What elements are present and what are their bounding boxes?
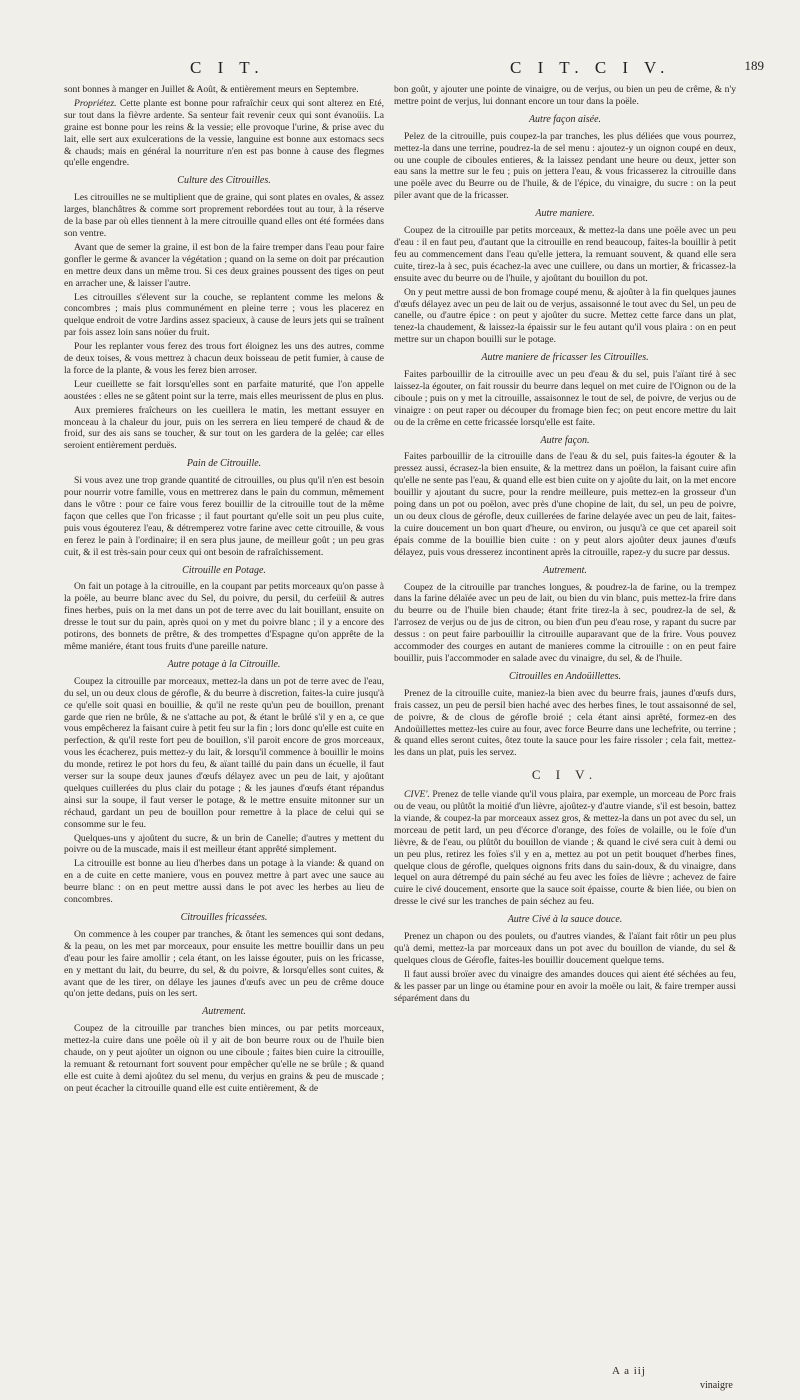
paragraph: bon goût, y ajouter une pointe de vinaigre, ou de verjus, ou bien un peu de crême, & n'y mettre point de verjus, lui donnant encore un tour dans la poële. bbox=[394, 84, 736, 107]
paragraph: On commence à les couper par tranches, & ôtant les semences qui sont dedans, & la peau, on les met par morceaux, pour ensuite les mettre bouillir dans un peu d'eau pour les faire amollir ; cela étant, on les laisse égouter, puis on les fricasse, en y mettant du lait, du beurre, du sel, & du poivre, & lorsqu'elles sont cuites, & avant que de les tirer, on délaye les jaunes d'œufs avec un peu de crême douce qu'on jette dedans, puis on les sert. bbox=[64, 928, 384, 1000]
section-heading: Culture des Citrouilles. bbox=[177, 175, 271, 187]
section-heading: Autre Civé à la sauce douce. bbox=[507, 914, 623, 926]
paragraph: sont bonnes à manger en Juillet & Août, & entièrement meurs en Septembre. bbox=[64, 84, 359, 95]
paragraph bbox=[64, 98, 384, 169]
paragraph: Pelez de la citrouille, puis coupez-la par tranches, les plus déliées que vous pourrez, mettez-la dans une terrine, poudrez-la de sel menu : ajoutez-y un oignon coupé en deux, ou une couple de ciboules entieres, & la laissez pendant une heure ou deux, jetter son eau sans la mettre sur le feu ; puis on jettera l'eau, & vous fricasserez la citrouille dans une poële avec du Beurre ou de l'huile, & de l'épice, du vinaigre, du sucre : on la peut piler avant que de la fricasser. bbox=[394, 130, 736, 202]
paragraph: Prenez de la citrouille cuite, maniez-la bien avec du beurre frais, jaunes d'œufs durs, frais cassez, un peu de persil bien haché avec des herbes fines, le tout assaisonné de sel, de poivre, & de clous de gérofle broié ; cela étant ainsi aprêté, formez-en des Andoüillettes mettez-les cuire au four, avec force Beurre dans une lechefrite, ou terrine ; & quand elles seront cuites, ôtez toute la sauce pour les faire rissoler ; cela fait, mettez-les dans un plat, puis les servez. bbox=[394, 687, 736, 759]
paragraph: Aux premieres fraîcheurs on les cueillera le matin, les mettant essuyer en monceau à la chaleur du jour, puis on les serrera en lieu temperé de chaud & de froid, sur des ais sans se toucher, & sur tout on les gardera de la gelée; car elles seroient entièrement perduës. bbox=[64, 404, 384, 452]
section-heading: Autrement. bbox=[202, 1006, 246, 1018]
running-head-left: C I T. bbox=[190, 58, 265, 77]
section-heading: Pain de Citrouille. bbox=[186, 458, 262, 470]
paragraph: La citrouille est bonne au lieu d'herbes dans un potage à la viande: & quand on en a de cuite en cette maniere, vous en pouvez mettre à part avec une sauce au beurre blanc : on en peut mettre aussi dans le pot avec les herbes au lieu de concombres. bbox=[64, 858, 384, 906]
paragraph: Coupez la citrouille par morceaux, mettez-la dans un pot de terre avec de l'eau, du sel, un ou deux clous de gérofle, & du beurre à discretion, faites-la cuire jusqu'à ce qu'elle soit quasi en bouillie, & qu'il ne reste qu'un peu de bouillon, prenant garde que rien ne brûle, & ne s'attache au pot, & étant le brûlé s'il y en a, ce que vous empêcherez la faisant cuire à petit feu sur la fin ; lors donc qu'elle est cuite en perfection, & qu'il reste fort peu de bouillon, s'il paroit encore de gros morceaux, vous les écacherez, puis mettez-y du lait, & lorsqu'il commence à bouillir le moins du monde, retirez le pot hors du feu, & aïant taillé du pain dans un écuelle, il faut verser sur la soupe deux jaunes d'œufs délayez avec un peu de lait, y ajoûtant quelques cuillerées du plus clair du potage ; & les jaunes d'œufs étant répandus ainsi sur la soupe, il faut verser le potage, & le mettre ensuite mitonner sur un réchaud, gardant un peu de bouillon pour remettre à la place de celui qui se consomme sur le feu. bbox=[64, 675, 384, 830]
page-number: 189 bbox=[744, 58, 764, 73]
section-heading: Citrouilles en Andoüillettes. bbox=[509, 670, 621, 682]
section-heading: Autre maniere de fricasser les Citrouilles. bbox=[481, 352, 649, 364]
paragraph: Les citrouilles ne se multiplient que de graine, qui sont plates en ovales, & assez larges, blanchâtres & comme sort proprement rebordées tout au tour, à la réserve de la base par où elles tiennent à la mere citrouille quand elles ont été formées dans son ventre. bbox=[64, 192, 384, 239]
section-heading: Autre potage à la Citrouille. bbox=[167, 658, 281, 670]
paragraph: Faites parbouillir de la citrouille avec un peu d'eau & du sel, puis l'aïant tiré à sec laissez-la égouter, on fait roussir du beurre dans lequel on met cuire de l'Oignon ou de la ciboule ; puis on y met la citrouille, assaisonnez le tout de sel, de poivre, de verjus ou de vinaigre : on peut raper ou découper du fromage bien fec; on peut encore mettre du lait ou de la crême en cette fricassée lorsqu'elle est faite. bbox=[394, 369, 736, 428]
signature-mark: A a iij bbox=[612, 1365, 646, 1377]
paragraph: Faites parbouillir de la citrouille dans de l'eau & du sel, puis faites-la égouter & la pressez aussi, écrasez-la bien ensuite, & la mettrez dans un poëlon, la faisant cuire afin qu'elle ne sente pas l'eau, & quand elle est bien cuite on y ajoûte du lait, on la met encore bouillir y ajoutant du sucre, pour la rendre meilleure, puis mettez-en la grosseur d'un poing dans un pot ou poëlon, avec près d'une chopine de lait, du sel, un peu de poivre, un ou deux clous de gérofle, deux cuillerées de farine delayée avec un peu de lait, faites-la cuire doucement un bon quart d'heure, ou environ, ou jusqu'à ce que cet apareil soit épais comme de la bouillie bien cuite : on y peut alors ajoûter deux jaunes d'œufs délayez, puis vous dresserez incontinent après la citrouille, rapez-y du sucre par dessus. bbox=[394, 451, 736, 558]
paragraph-text: Cette plante est bonne pour rafraîchir ceux qui sont alterez en Eté, sur tout dans la fièvre ardente. Sa senteur fait revenir ceux qui sont évanoüis. La graine est bonne pour les reins & la vessie; elle provoque l'urine, & prise avec du lait, elle sert aux exulcerations de la vessie, languine est bonne aux estomacs secs & chauds; mais en général la nourriture n'en est pas bonne à cause des flegmes qu'elle engendre. bbox=[64, 97, 384, 169]
entry-title: C I V. bbox=[531, 767, 599, 783]
section-heading: Autre façon aisée. bbox=[528, 113, 602, 125]
paragraph: Coupez de la citrouille par tranches longues, & poudrez-la de farine, ou la trempez dans la farine délaïée avec un peu de lait, ou bien du vin blanc, puis mettez-la frire dans du beurre ou de l'huile bien chaude; étant frite tirez-la à sec, poudrez-la de sel, & l'arrosez de verjus ou de jus de citron, ou bien d'un peu d'eau rose, y rapant du sucre par dessus : on peut faire parbouillir la citrouille auparavant que de la frire. Vous pouvez accommoder des courges en autant de manieres comme la citrouille : on en peut faire bouillir, puis l'accommoder en salade avec du vinaigre, du sel, & de l'huile. bbox=[394, 581, 736, 664]
section-heading: Citrouilles fricassées. bbox=[180, 912, 268, 923]
paragraph-text: Prenez de telle viande qu'il vous plaira, par exemple, un morceau de Porc frais ou de veau, ou plûtôt la moitié d'un lièvre, ajoûtez-y d'autre viande, s'il est besoin, battez la viande, & coupez-la par morceaux assez gros, & mettez-la dans un pot avec du sel, un morceau de petit lard, un peu d'écorce d'orange, des foïes de volaille, ou le foïe d'un lièvre, & de l'eau, ou plûtôt du bouillon de viande ; & quand le civé sera cuit à demi ou un peu plus, retirez les foïes s'il y en a, mettez au pot un petit bouquet d'herbes fines, quelque clous de gérofle, quelques oignons frits dans du sain-doux, & du vinaigre, dans lequel on aura détrempé du pain séché au feu avec les foïes de lièvre ; achevez de faire cuire le civé doucement, ensorte que la sauce soit épaisse, courte & bien liée, ou bien on dresse le civé sur les tranches de pain séchez au feu. bbox=[394, 789, 736, 908]
paragraph: Prenez un chapon ou des poulets, ou d'autres viandes, & l'aïant fait rôtir un peu plus qu'à demi, mettez-la par morceaux dans un pot avec du bouillon de viande, du sel & quelques clous de Gérofle, faites-les bouillir doucement quelque tems. bbox=[394, 931, 736, 966]
paragraph: Coupez de la citrouille par petits morceaux, & mettez-la dans une poële avec un peu d'eau : il en faut peu, d'autant que la citrouille en rend beaucoup, faites-la bouillir à petit feu au commencement dans l'eau qu'elle jettera, la remuant souvent, & quand elle sera cuite, tirez-la à sec, puis écachez-la avec une cuillere, ou dans un mortier, & fricassez-la ensuite avec du beurre ou de l'huile, y ajoûtant du bouillon du pot. bbox=[394, 225, 736, 284]
paragraph: On y peut mettre aussi de bon fromage coupé menu, & ajoûter à la fin quelques jaunes d'œufs délayez avec un peu de lait ou de verjus, assaisonné le tout avec du Sel, un peu de canelle, ou d'autre épice : on peut y ajoûter du sucre. Mettez cette farce dans un plat, tenez-la chaudement, & laissez-la épaissir sur le feu autant qu'il vous plaira : on en peut mettre sur un chapon bouilli sur le potage. bbox=[394, 286, 736, 346]
paragraph: On fait un potage à la citrouille, en la coupant par petits morceaux qu'on passe à la poële, au beurre blanc avec du Sel, du poivre, du persil, du cerfeüil & autres fines herbes, puis on la met dans un pot de terre avec du lait bouillant, ensuite on dresse le tout sur du pain, après quoi on y met du poivre blanc ; il y a encore des potirons, des bonnets de prêtre, & des trompettes d'Espagne qu'on apprête de la même maniére, étant tous fruits d'une pareille nature. bbox=[64, 581, 384, 652]
paragraph: Pour les replanter vous ferez des trous fort éloignez les uns des autres, comme de deux toises, & vous mettrez à chacun deux boisseau de petit fumier, à cause de la force de la plante, & vous les ferez bien arroser. bbox=[64, 341, 384, 376]
paragraph: Leur cueillette se fait lorsqu'elles sont en parfaite maturité, que l'on appelle aoustées : elles ne se gâtent point sur la terre, mais elles meurissent de plus en plus. bbox=[64, 378, 384, 402]
section-heading: Autre maniere. bbox=[535, 208, 595, 220]
paragraph: Coupez de la citrouille par tranches bien minces, ou par petits morceaux, mettez-la cuire dans une poële où il y ait de bon beurre roux ou de l'huile bien chaude, on y peut ajoûter un oignon ou une ciboule ; faites bien cuire la citrouille, la remuant & retournant fort souvent pour empêcher qu'elle ne se brûle ; & quand elle est cuite à demi ajoûtez du sel menu, du verjus en grains & peu de muscade ; on peut écacher la citrouille quand elle est cuite entièrement, & de bbox=[64, 1023, 384, 1094]
paragraph: Il faut aussi broïer avec du vinaigre des amandes douces qui aient été séchées au feu, & les passer par un linge ou étamine pour en avoir la moële ou lait, & faire tremper aussi séparément dans du bbox=[394, 968, 736, 1004]
running-head-right: C I T. C I V. bbox=[510, 58, 671, 77]
catchword: vinaigre bbox=[700, 1380, 733, 1391]
section-heading: Citrouille en Potage. bbox=[182, 564, 266, 576]
paragraph-lead: Propriétez. bbox=[74, 97, 117, 109]
paragraph: Les citrouilles s'élevent sur la couche, se replantent comme les melons & concombres ; mais plus communément en pleine terre ; vous les placerez en quelque endroit de votre Jardins assez spacieux, à cause de leurs jets qui se traînent par fois assez loin sans noüer du fruit. bbox=[64, 291, 384, 339]
paragraph bbox=[394, 789, 736, 908]
paragraph-lead: CIVE'. bbox=[404, 789, 430, 801]
right-text-column bbox=[394, 84, 736, 1007]
left-text-column bbox=[64, 84, 384, 1097]
paragraph: Avant que de semer la graine, il est bon de la faire tremper dans l'eau pour faire gonfler le germe & avancer la végétation ; quand on la seme on doit par précaution en mettre deux dans un même trou. Si ces deux graines poussent des tiges on peut en arracher une, & laisser l'autre. bbox=[64, 241, 384, 289]
section-heading: Autrement. bbox=[543, 564, 587, 576]
section-heading: Autre façon. bbox=[540, 434, 590, 446]
paragraph: Si vous avez une trop grande quantité de citrouilles, ou plus qu'il n'en est besoin pour nourrir votre famille, vous en mettrerez dans le pain du commun, mêmement dans le vôtre : pour ce faire vous ferez bouillir de la citrouille tout de la même façon que celles que l'on fricasse ; il faut pourtant qu'elle soit un peu plus cuite, puis vous égouterez l'eau, & détremperez votre farine avec cette citrouille, & vous en ferez le pain à l'ordinaire; il en sera plus jaune, de meilleur goût ; un peu gras cuit, & il est très-sain pour ceux qui ont besoin de rafraîchissement. bbox=[64, 475, 384, 558]
paragraph: Quelques-uns y ajoûtent du sucre, & un brin de Canelle; d'autres y mettent du poivre ou de la muscade, mais il est meilleur étant apprêté simplement. bbox=[64, 832, 384, 856]
